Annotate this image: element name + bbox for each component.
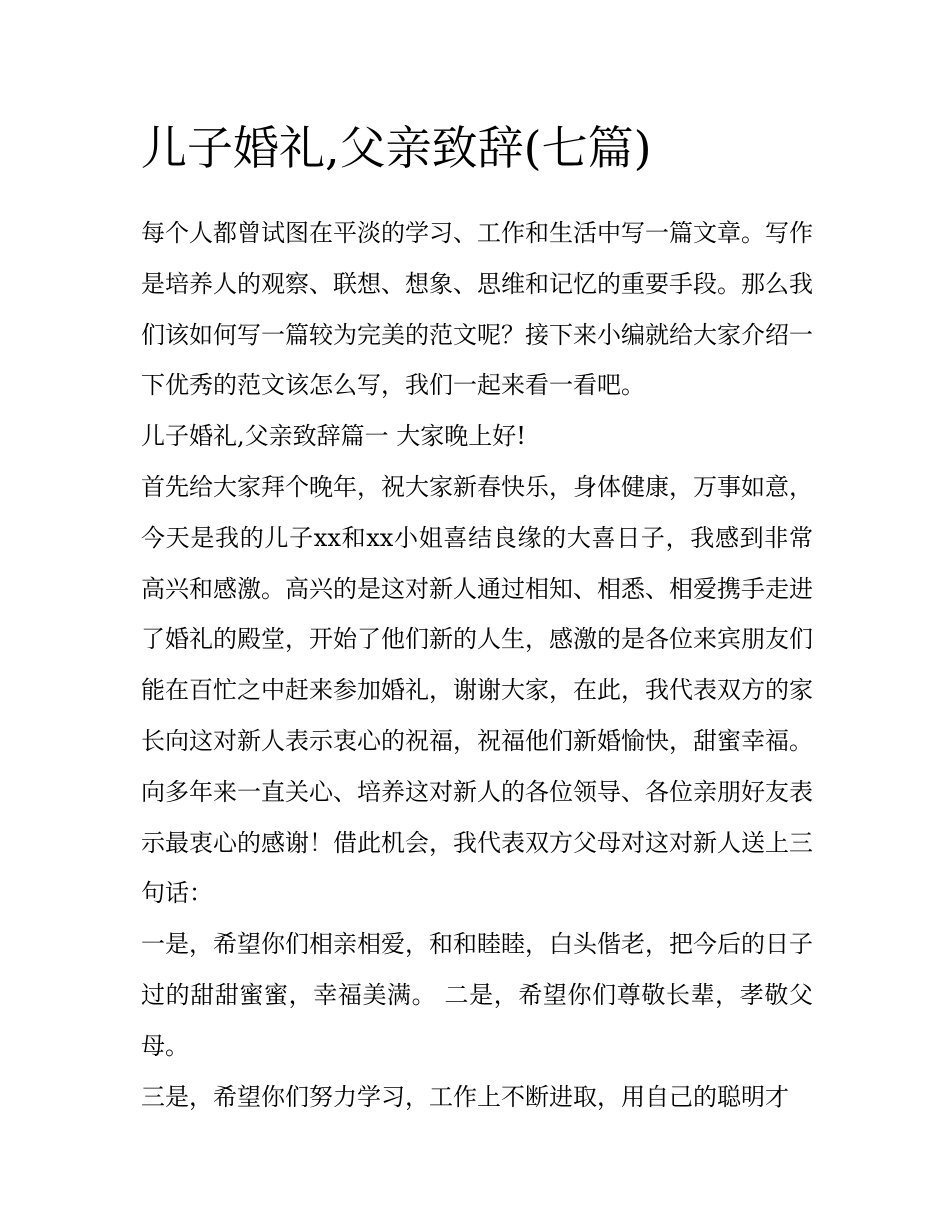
wish-paragraph-three: 三是，希望你们努力学习，工作上不断进取，用自己的聪明才 bbox=[141, 1082, 789, 1111]
document-body bbox=[141, 208, 813, 1122]
document-content bbox=[141, 118, 813, 1122]
speech-paragraph: 首先给大家拜个晚年，祝大家新春快乐，身体健康，万事如意，今天是我的儿子xx和xx小姐喜结良缘的大喜日子，我感到非常高兴和感激。高兴的是这对新人通过相知、相悉、相爱携手走进了婚礼的殿堂，开始了他们新的人生，感激的是各位来宾朋友们能在百忙之中赶来参加婚礼，谢谢大家，在此，我代表双方的家长向这对新人表示衷心的祝福，祝福他们新婚愉快，甜蜜幸福。向多年来一直关心、培养这对新人的各位领导、各位亲朋好友表示最衷心的感谢！借此机会，我代表双方父母对这对新人送上三句话： bbox=[141, 472, 813, 908]
section-heading-paragraph: 儿子婚礼,父亲致辞篇一 大家晚上好! bbox=[141, 422, 526, 451]
document-title: 儿子婚礼,父亲致辞(七篇) bbox=[141, 121, 652, 175]
wish-paragraph-one-two: 一是，希望你们相亲相爱，和和睦睦，白头偕老，把今后的日子过的甜甜蜜蜜，幸福美满。 二是，希望你们尊敬长辈，孝敬父母。 bbox=[141, 930, 813, 1060]
intro-paragraph: 每个人都曾试图在平淡的学习、工作和生活中写一篇文章。写作是培养人的观察、联想、想象、思维和记忆的重要手段。那么我们该如何写一篇较为完美的范文呢？接下来小编就给大家介绍一下优秀的范文该怎么写，我们一起来看一看吧。 bbox=[141, 219, 813, 400]
